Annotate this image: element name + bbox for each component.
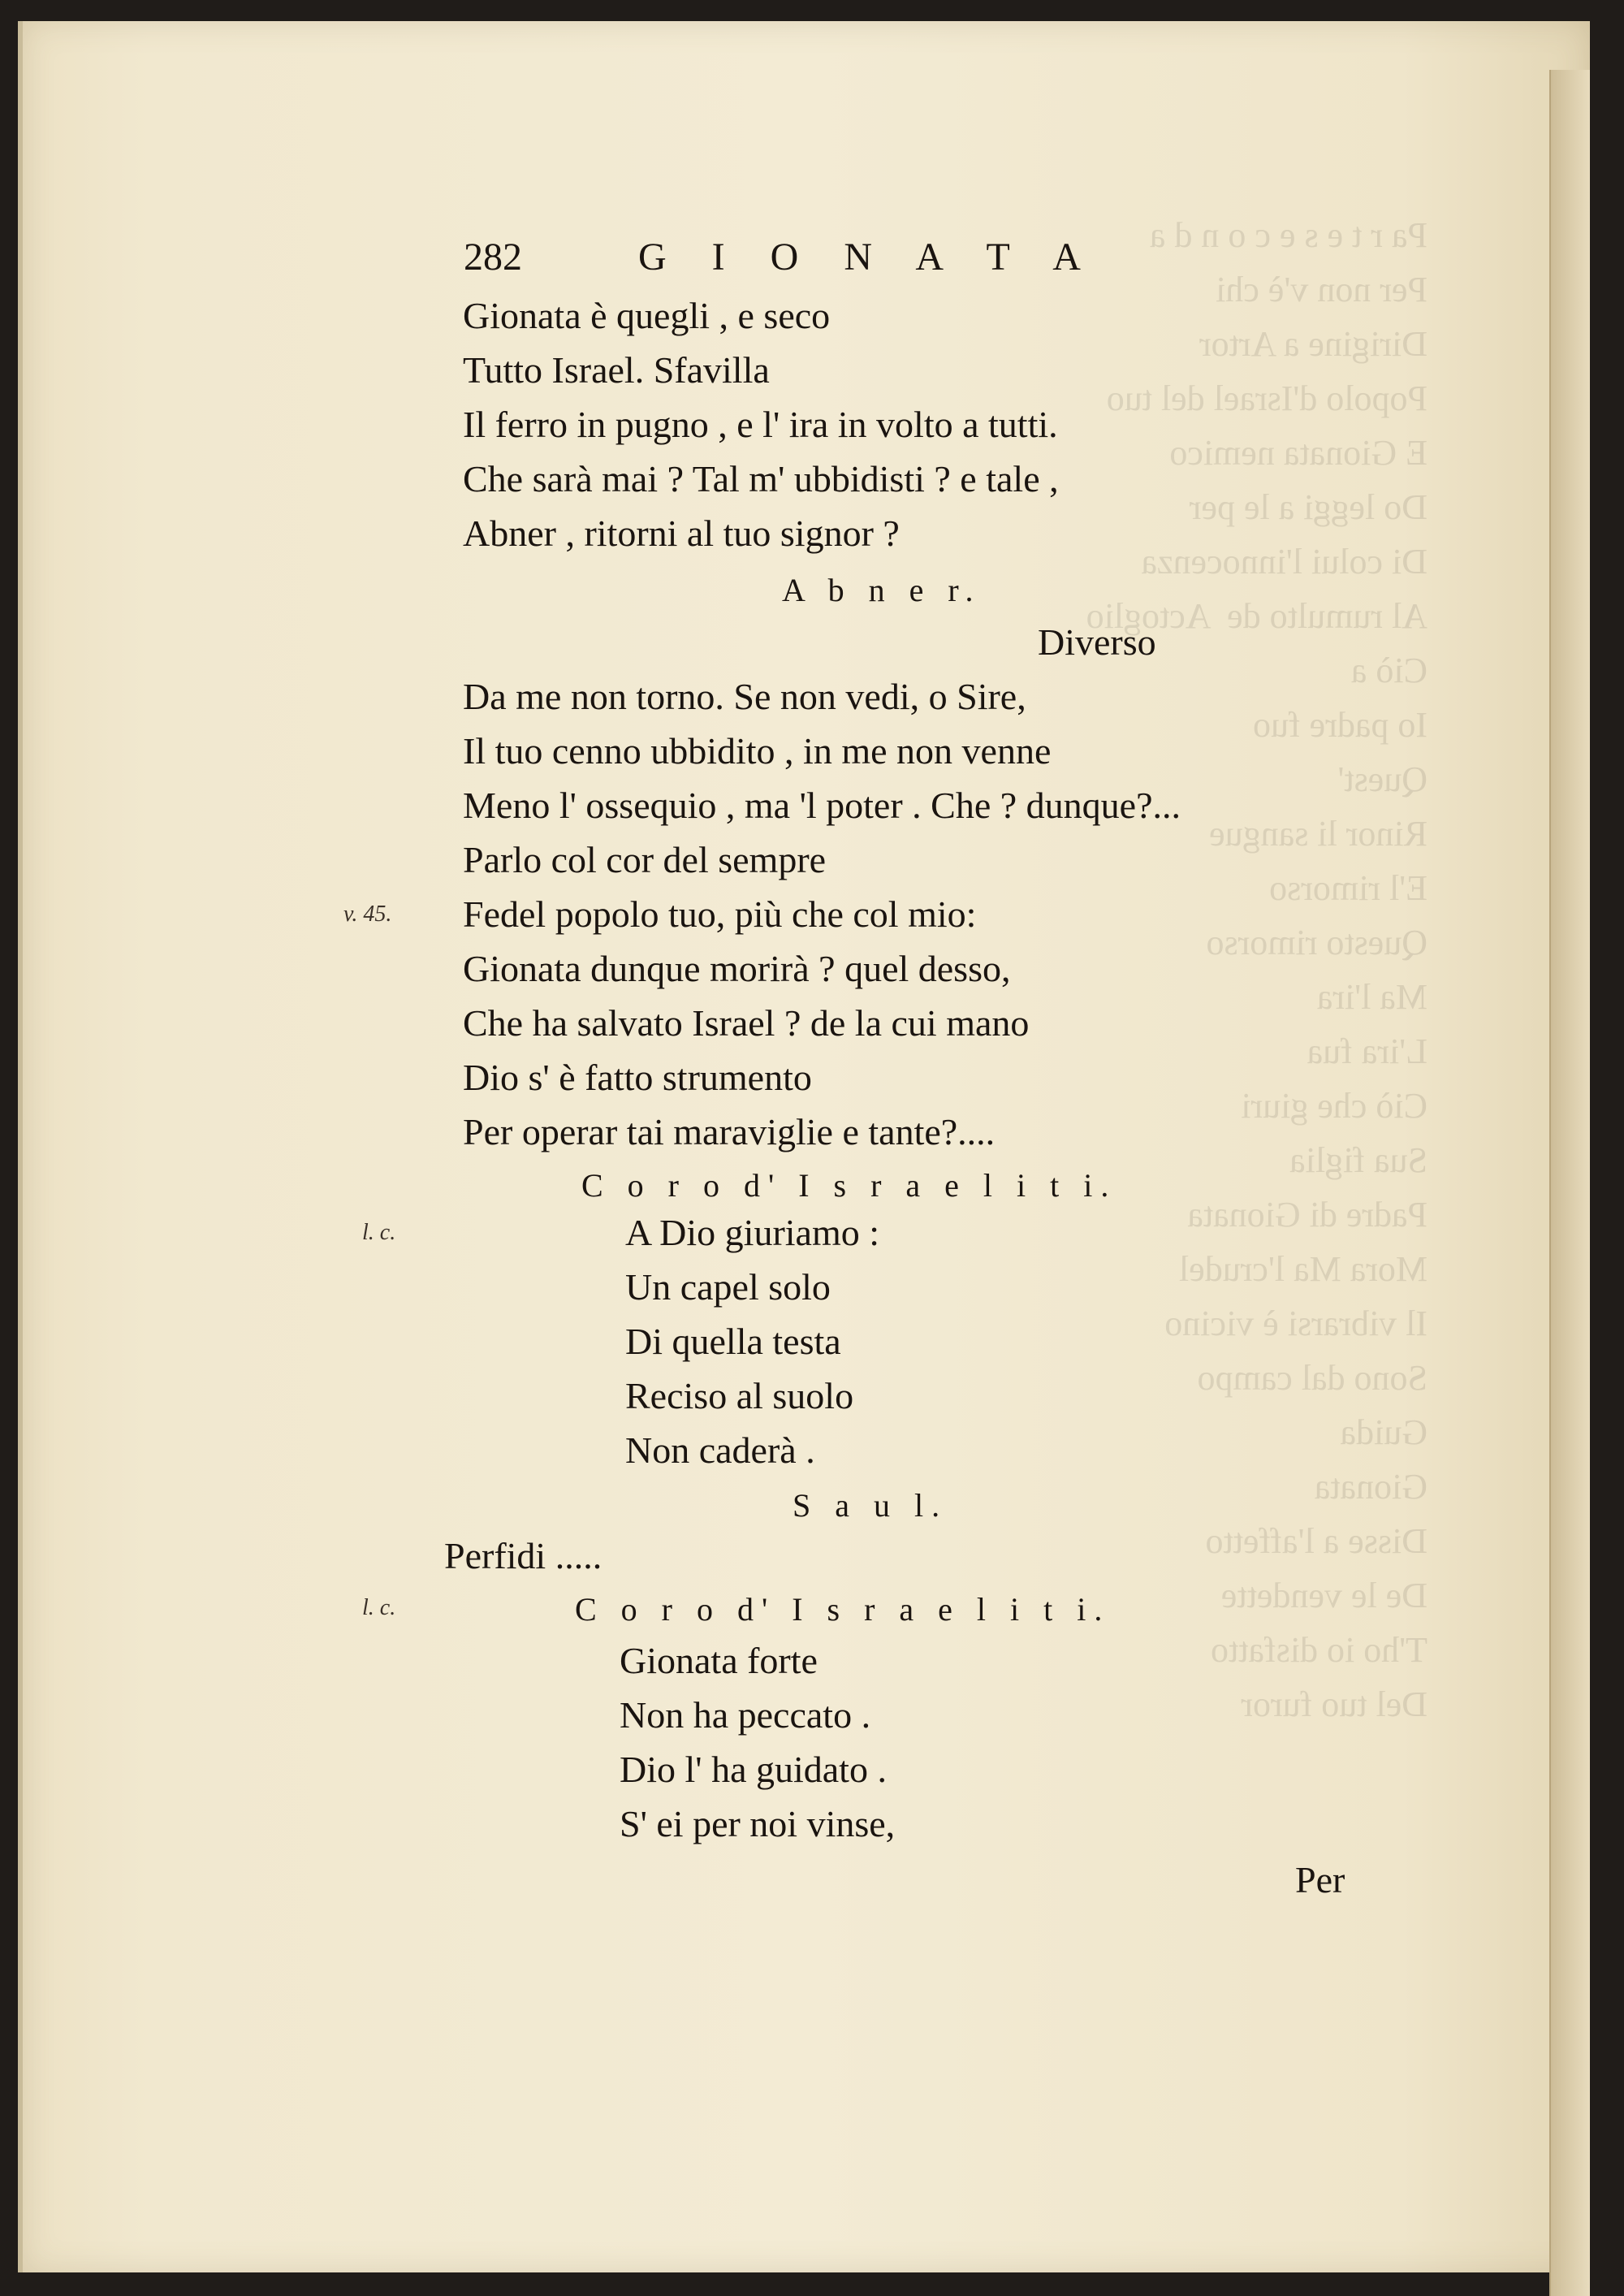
margin-note: v. 45. <box>343 902 392 927</box>
verse-line: Diverso <box>1038 621 1156 663</box>
margin-note: l. c. <box>362 1220 396 1245</box>
verse-line: Che ha salvato Israel ? de la cui mano <box>463 1002 1030 1044</box>
speaker-heading: S a u l. <box>793 1487 948 1524</box>
verse-line: Reciso al suolo <box>625 1375 854 1416</box>
verse-line: Abner , ritorni al tuo signor ? <box>463 512 900 554</box>
verse-line: Tutto Israel. Sfavilla <box>463 349 770 391</box>
verse-line: Dio l' ha guidato . <box>620 1749 887 1790</box>
verse-line: Gionata dunque morirà ? quel desso, <box>463 948 1011 989</box>
verse-line: Dio s' è fatto strumento <box>463 1057 812 1098</box>
verse-line: Fedel popolo tuo, più che col mio: <box>463 893 977 935</box>
verse-line: Per operar tai maraviglie e tante?.... <box>463 1111 996 1152</box>
verse-line: Un capel solo <box>625 1266 831 1308</box>
verse-line: Che sarà mai ? Tal m' ubbidisti ? e tale , <box>463 458 1059 499</box>
verse-line: S' ei per noi vinse, <box>620 1803 896 1844</box>
page-number: 282 <box>464 236 522 279</box>
margin-note: l. c. <box>362 1595 396 1620</box>
speaker-heading: A b n e r. <box>782 572 982 608</box>
verse-line: Gionata forte <box>620 1640 818 1681</box>
verse-line: Parlo col cor del sempre <box>463 839 827 880</box>
verse-line: Meno l' ossequio , ma 'l poter . Che ? dunque?... <box>463 785 1181 826</box>
paper-page <box>18 21 1590 2272</box>
verse-line: A Dio giuriamo : <box>625 1212 880 1253</box>
verse-line: Il tuo cenno ubbidito , in me non venne <box>463 730 1052 772</box>
verse-line: Perfidi ..... <box>444 1535 603 1576</box>
verse-line: Di quella testa <box>625 1321 841 1362</box>
verse-line: Non caderà . <box>625 1429 815 1471</box>
verse-line: Non ha peccato . <box>620 1694 871 1736</box>
verse-line: Gionata è quegli , e seco <box>463 295 831 336</box>
speaker-heading: C o r o d' I s r a e l i t i. <box>581 1167 1117 1204</box>
verse-line: Il ferro in pugno , e l' ira in volto a tutti. <box>463 404 1058 445</box>
catchword: Per <box>1295 1859 1345 1900</box>
show-through-bleed: Pa r t e s e c o n d a Per non v'è chi Dirigine a Artor Popolo d'Israel del tuo E Gionata nemico Do leggi a le per Di colui l'innocenza Al rumulto de Actoglio Ciò a Io padre fuo Quest' Rinor li sangue E'l rimorso Questo rimorso Ma l'ira L'ira fua Ciò che giuri Sua figlia Padre di Gionata Mora Ma l'crudel Il vibrarsi è vicino Sono dal campo Guida Gionata Disse a l'affetto De le vendette T'ho io disfatto Del tuo furor <box>1086 215 1427 1724</box>
verse-line: Da me non torno. Se non vedi, o Sire, <box>463 676 1026 717</box>
running-title: G I O N A T A <box>638 236 1099 279</box>
facing-page-edge <box>1549 70 1590 2296</box>
speaker-heading: C o r o d' I s r a e l i t i. <box>575 1591 1111 1628</box>
